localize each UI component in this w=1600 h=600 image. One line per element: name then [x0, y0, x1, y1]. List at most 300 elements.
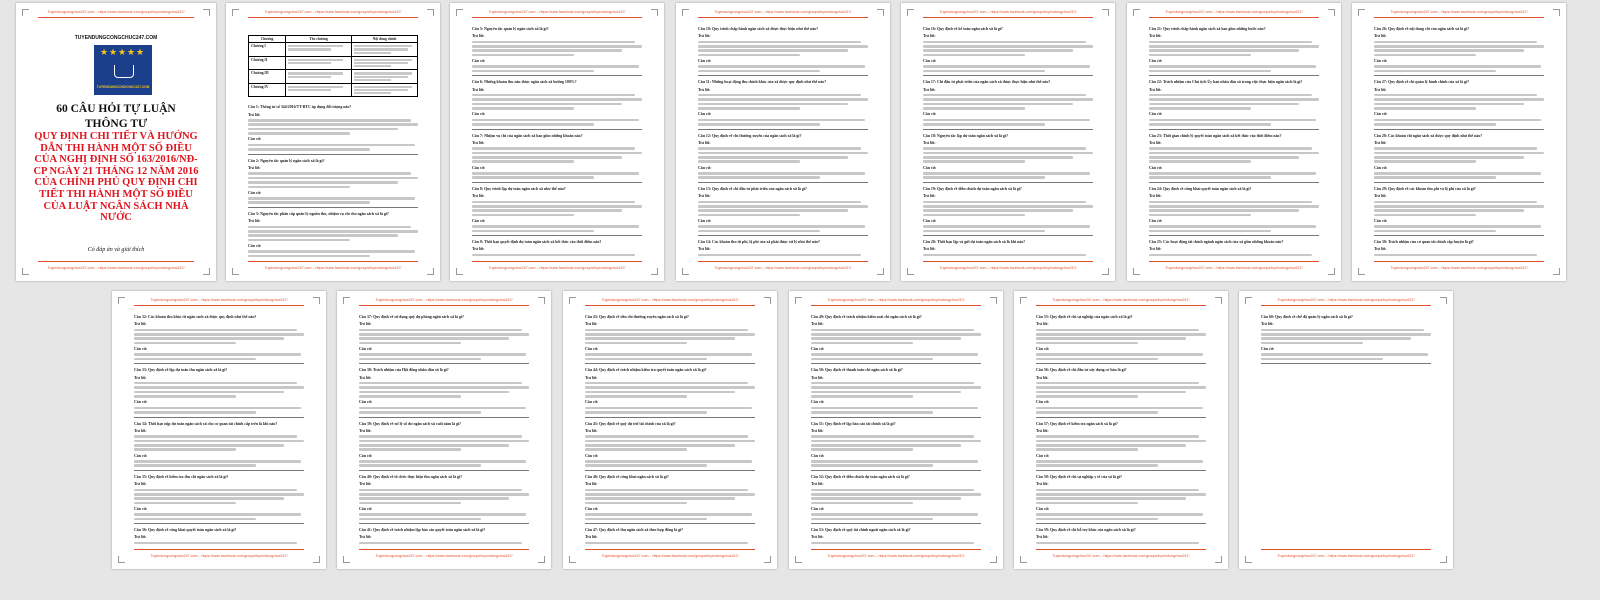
- answer-label: Trả lời:: [1149, 140, 1162, 145]
- text-line: [1374, 225, 1541, 228]
- text-line: [1261, 337, 1411, 340]
- text-line: [359, 435, 522, 438]
- answer-label: Trả lời:: [1036, 535, 1049, 540]
- basis-label: Căn cứ:: [248, 244, 262, 249]
- text-line: [248, 128, 398, 131]
- text-line: [1036, 382, 1199, 385]
- text-line: [1149, 94, 1312, 97]
- question-title: Câu 36: Quy định về công khai quyết toán ngân sách xã là gì?: [134, 528, 237, 533]
- text-line: [923, 201, 1086, 204]
- text-line: [1149, 49, 1299, 52]
- text-line: [1149, 209, 1299, 212]
- text-line: [1374, 45, 1544, 48]
- answer-block: [359, 322, 529, 344]
- text-line: [1149, 65, 1316, 68]
- table-cell-content: [352, 56, 418, 70]
- header-rule: [134, 305, 304, 306]
- text-line: [248, 230, 418, 233]
- page-header[interactable]: Tuyendungcongchuc247.com – https://www.facebook.com/groups/tuyendungchuc247/: [714, 10, 852, 14]
- table-row: [249, 70, 418, 84]
- answer-label: Trả lời:: [585, 535, 598, 540]
- basis-label: Căn cứ:: [811, 400, 825, 405]
- answer-label: Trả lời:: [698, 87, 711, 92]
- page-footer[interactable]: Tuyendungcongchuc247.com – https://www.facebook.com/groups/tuyendungchuc247/: [939, 266, 1077, 270]
- header-rule: [811, 305, 981, 306]
- page-header[interactable]: Tuyendungcongchuc247.com – https://www.facebook.com/groups/tuyendungchuc247/: [1277, 298, 1415, 302]
- basis-block: [698, 112, 868, 125]
- header-rule: [248, 17, 418, 18]
- basis-label: Căn cứ:: [585, 346, 599, 351]
- answer-block: [1149, 141, 1319, 163]
- answer-block: [1374, 141, 1544, 163]
- text-line: [472, 49, 622, 52]
- question-title: Câu 11: Những hoạt động thu chính khác của xã được quy định như thế nào?: [698, 80, 827, 85]
- text-line: [288, 86, 343, 88]
- divider: [472, 129, 642, 130]
- answer-label: Trả lời:: [585, 375, 598, 380]
- text-line: [698, 225, 865, 228]
- text-line: [923, 123, 1045, 126]
- text-line: [1149, 254, 1312, 257]
- answer-block: [698, 88, 868, 110]
- text-line: [811, 337, 961, 340]
- text-line: [134, 386, 304, 389]
- basis-block: [811, 347, 981, 360]
- page-footer[interactable]: Tuyendungcongchuc247.com – https://www.facebook.com/groups/tuyendungchuc247/: [1390, 266, 1528, 270]
- answer-block: [1374, 34, 1544, 56]
- answer-block: [472, 88, 642, 110]
- text-line: [359, 407, 526, 410]
- document-page-7[interactable]: [1352, 3, 1566, 281]
- text-line: [1261, 358, 1383, 361]
- answer-block: [472, 34, 642, 56]
- text-line: [1149, 107, 1251, 110]
- text-line: [472, 41, 635, 44]
- text-line: [811, 502, 913, 505]
- text-line: [811, 518, 933, 521]
- basis-block: [923, 166, 1093, 179]
- header-rule: [585, 305, 755, 306]
- basis-label: Căn cứ:: [1374, 58, 1388, 63]
- text-line: [698, 41, 861, 44]
- text-line: [811, 342, 913, 345]
- text-line: [698, 172, 865, 175]
- question-title: Câu 17: Chi đầu tư phát triển của ngân sách xã được thực hiện như thế nào?: [923, 80, 1051, 85]
- page-body: [472, 25, 642, 257]
- table-header-cell: Tên chương: [286, 36, 352, 43]
- document-page-2[interactable]: [226, 3, 440, 281]
- text-line: [248, 144, 415, 147]
- basis-label: Căn cứ:: [811, 506, 825, 511]
- page-footer[interactable]: Tuyendungcongchuc247.com – https://www.facebook.com/groups/tuyendungchuc247/: [827, 554, 965, 558]
- text-line: [1149, 160, 1251, 163]
- page-header[interactable]: Tuyendungcongchuc247.com – https://www.facebook.com/groups/tuyendungchuc247/: [264, 10, 402, 14]
- text-line: [1261, 342, 1363, 345]
- page-footer[interactable]: Tuyendungcongchuc247.com – https://www.facebook.com/groups/tuyendungchuc247/: [150, 554, 288, 558]
- divider: [923, 129, 1093, 130]
- text-line: [472, 54, 574, 57]
- divider: [248, 154, 418, 155]
- basis-block: [1149, 59, 1319, 72]
- text-line: [585, 513, 752, 516]
- answer-label: Trả lời:: [1149, 34, 1162, 39]
- question-title: Câu 8: Quy trình lập dự toán ngân sách xã như thế nào?: [472, 186, 566, 191]
- answer-block: [585, 429, 755, 451]
- page-body: [1261, 313, 1431, 545]
- text-line: [811, 444, 961, 447]
- text-line: [585, 502, 687, 505]
- document-page-9[interactable]: [337, 291, 551, 569]
- text-line: [1374, 54, 1476, 57]
- text-line: [248, 226, 411, 229]
- basis-label: Căn cứ:: [248, 190, 262, 195]
- page-footer[interactable]: Tuyendungcongchuc247.com – https://www.facebook.com/groups/tuyendungchuc247/: [1165, 266, 1303, 270]
- page-header[interactable]: Tuyendungcongchuc247.com – https://www.facebook.com/groups/tuyendungchuc247/: [488, 10, 626, 14]
- answer-label: Trả lời:: [585, 482, 598, 487]
- text-line: [923, 160, 1025, 163]
- question-title: Câu 60: Quy định về chế độ quản lý ngân sách xã là gì?: [1261, 315, 1353, 319]
- text-line: [359, 493, 529, 496]
- answer-label: Trả lời:: [359, 375, 372, 380]
- basis-label: Căn cứ:: [1374, 165, 1388, 170]
- basis-label: Căn cứ:: [811, 346, 825, 351]
- answer-block: [1149, 88, 1319, 110]
- page-footer[interactable]: Tuyendungcongchuc247.com – https://www.facebook.com/groups/tuyendungchuc247/: [47, 266, 185, 270]
- text-line: [585, 382, 748, 385]
- basis-block: [698, 219, 868, 232]
- text-line: [134, 391, 284, 394]
- table-cell-name: [286, 70, 352, 84]
- table-cell-name: [286, 83, 352, 97]
- text-line: [1149, 172, 1316, 175]
- text-line: [1036, 386, 1206, 389]
- text-line: [698, 147, 861, 150]
- header-rule: [1374, 17, 1544, 18]
- answer-label: Trả lời:: [923, 140, 936, 145]
- answer-label: Trả lời:: [585, 322, 598, 327]
- answer-label: Trả lời:: [811, 482, 824, 487]
- question-title: Câu 29: Quy định về các khoản thu phí và lệ phí của xã là gì?: [1374, 186, 1476, 191]
- text-line: [1036, 407, 1203, 410]
- answer-label: Trả lời:: [248, 165, 261, 170]
- text-line: [248, 197, 415, 200]
- text-line: [472, 230, 594, 233]
- text-line: [585, 435, 748, 438]
- answer-label: Trả lời:: [923, 87, 936, 92]
- page-header[interactable]: Tuyendungcongchuc247.com – https://www.facebook.com/groups/tuyendungchuc247/: [1390, 10, 1528, 14]
- page-header[interactable]: Tuyendungcongchuc247.com – https://www.facebook.com/groups/tuyendungchuc247/: [1165, 10, 1303, 14]
- text-line: [585, 542, 748, 545]
- text-line: [585, 395, 687, 398]
- answer-block: [585, 322, 755, 344]
- footer-rule: [811, 549, 981, 550]
- answer-label: Trả lời:: [1374, 87, 1387, 92]
- answer-label: Trả lời:: [811, 375, 824, 380]
- page-body: [359, 313, 529, 545]
- text-line: [923, 225, 1090, 228]
- text-line: [1149, 123, 1271, 126]
- page-footer[interactable]: Tuyendungcongchuc247.com – https://www.facebook.com/groups/tuyendungchuc247/: [1052, 554, 1190, 558]
- divider: [1261, 363, 1431, 364]
- basis-block: [1036, 400, 1206, 413]
- answer-block: [1036, 322, 1206, 344]
- document-page-4[interactable]: [676, 3, 890, 281]
- answer-block: [923, 194, 1093, 216]
- text-line: [811, 513, 978, 516]
- answer-block: [359, 376, 529, 398]
- divider: [811, 470, 981, 471]
- question-title: Câu 28: Các khoản chi ngân sách xã được quy định như thế nào?: [1374, 133, 1483, 138]
- basis-label: Căn cứ:: [585, 506, 599, 511]
- page-header[interactable]: Tuyendungcongchuc247.com – https://www.facebook.com/groups/tuyendungchuc247/: [150, 298, 288, 302]
- answer-label: Trả lời:: [698, 140, 711, 145]
- cover-title-red: QUY ĐỊNH CHI TIẾT VÀ HƯỚNG DẪN THI HÀNH MỘT SỐ ĐIỀU CỦA NGHỊ ĐỊNH SỐ 163/2016/NĐ-CP NGÀY 21 THÁNG 12 NĂM 2016 CỦA CHÍNH PHỦ QUY ĐỊNH CHI TIẾT THI HÀNH MỘT SỐ ĐIỀU CỦA LUẬT NGÂN SÁCH NHÀ NƯỚC: [33, 131, 199, 224]
- text-line: [359, 497, 509, 500]
- logo-text: TUYENDUNGCONGCHUC247.COM: [96, 85, 150, 89]
- basis-label: Căn cứ:: [134, 453, 148, 458]
- document-page-1[interactable]: [16, 3, 216, 281]
- document-page-5[interactable]: [901, 3, 1115, 281]
- basis-block: [1374, 219, 1544, 232]
- page-header[interactable]: Tuyendungcongchuc247.com – https://www.facebook.com/groups/tuyendungchuc247/: [827, 298, 965, 302]
- text-line: [134, 333, 304, 336]
- basis-label: Căn cứ:: [134, 346, 148, 351]
- basis-block: [585, 454, 755, 467]
- answer-label: Trả lời:: [472, 140, 485, 145]
- basis-block: [134, 400, 304, 413]
- text-line: [359, 542, 522, 545]
- answer-block: [811, 322, 981, 344]
- text-line: [354, 79, 391, 81]
- answer-label: Trả lời:: [698, 194, 711, 199]
- page-body: [1149, 25, 1319, 257]
- text-line: [698, 160, 800, 163]
- question-title: Câu 44: Quy định về trách nhiệm kiểm tra quyết toán ngân sách xã là gì?: [585, 368, 707, 373]
- table-row: [249, 56, 418, 70]
- text-line: [698, 98, 868, 101]
- text-line: [134, 411, 256, 414]
- basis-block: [811, 507, 981, 520]
- text-line: [472, 201, 635, 204]
- page-footer[interactable]: Tuyendungcongchuc247.com – https://www.facebook.com/groups/tuyendungchuc247/: [714, 266, 852, 270]
- answer-label: Trả lời:: [698, 247, 711, 252]
- text-line: [359, 329, 522, 332]
- document-page-11[interactable]: [789, 291, 1003, 569]
- divider: [1374, 129, 1544, 130]
- text-line: [248, 172, 411, 175]
- footer-rule: [585, 549, 755, 550]
- text-line: [134, 329, 297, 332]
- basis-label: Căn cứ:: [1036, 453, 1050, 458]
- basis-label: Căn cứ:: [134, 506, 148, 511]
- answer-label: Trả lời:: [134, 375, 147, 380]
- text-line: [354, 89, 408, 91]
- text-line: [585, 358, 707, 361]
- text-line: [248, 250, 415, 253]
- star-icon: ★: [109, 47, 118, 57]
- document-page-8[interactable]: [112, 291, 326, 569]
- text-line: [134, 444, 284, 447]
- answer-block: [1036, 535, 1206, 545]
- basis-label: Căn cứ:: [923, 112, 937, 117]
- basis-label: Căn cứ:: [1036, 400, 1050, 405]
- page-footer[interactable]: Tuyendungcongchuc247.com – https://www.facebook.com/groups/tuyendungchuc247/: [264, 266, 402, 270]
- text-line: [359, 440, 529, 443]
- text-line: [585, 493, 755, 496]
- text-line: [698, 107, 800, 110]
- text-line: [359, 464, 481, 467]
- page-header[interactable]: Tuyendungcongchuc247.com – https://www.facebook.com/groups/tuyendungchuc247/: [1052, 298, 1190, 302]
- text-line: [1149, 45, 1319, 48]
- page-header[interactable]: Tuyendungcongchuc247.com – https://www.facebook.com/groups/tuyendungchuc247/: [375, 298, 513, 302]
- text-line: [585, 448, 687, 451]
- answer-block: [134, 482, 304, 504]
- text-line: [1261, 353, 1428, 356]
- answer-block: [923, 141, 1093, 163]
- answer-label: Trả lời:: [248, 219, 261, 224]
- text-line: [698, 123, 820, 126]
- divider: [698, 129, 868, 130]
- question-title: Câu 49: Quy định về trách nhiệm kiểm soát chi ngân sách xã là gì?: [811, 315, 922, 319]
- text-line: [1374, 94, 1537, 97]
- answer-label: Trả lời:: [134, 482, 147, 487]
- basis-label: Căn cứ:: [248, 137, 262, 142]
- basis-label: Căn cứ:: [811, 453, 825, 458]
- text-line: [698, 152, 868, 155]
- text-line: [698, 205, 868, 208]
- text-line: [811, 391, 961, 394]
- basis-label: Căn cứ:: [472, 165, 486, 170]
- table-header-row: [249, 36, 418, 43]
- page-header[interactable]: Tuyendungcongchuc247.com – https://www.facebook.com/groups/tuyendungchuc247/: [47, 10, 185, 14]
- question-title: Câu 50: Quy định về thanh toán chi ngân sách xã là gì?: [811, 368, 903, 373]
- question-title: Câu 56: Quy định về chi đầu tư xây dựng cơ bản là gì?: [1036, 368, 1127, 373]
- page-footer[interactable]: Tuyendungcongchuc247.com – https://www.facebook.com/groups/tuyendungchuc247/: [1277, 554, 1415, 558]
- document-page-3[interactable]: [450, 3, 664, 281]
- divider: [1036, 417, 1206, 418]
- question-title: Câu 40: Quy định về tổ chức thực hiện thu ngân sách xã là gì?: [359, 474, 463, 479]
- table-cell-content: [352, 83, 418, 97]
- divider: [472, 75, 642, 76]
- question-title: Câu 23: Thời gian chỉnh lý quyết toán ngân sách xã kết thúc vào thời điểm nào?: [1149, 133, 1282, 138]
- cover-title: 60 CÂU HỎI TỰ LUẬN: [56, 103, 176, 115]
- text-line: [585, 464, 707, 467]
- answer-label: Trả lời:: [134, 535, 147, 540]
- text-line: [1149, 152, 1319, 155]
- answer-block: [359, 482, 529, 504]
- text-line: [1149, 119, 1316, 122]
- text-line: [134, 342, 236, 345]
- footer-rule: [923, 261, 1093, 262]
- text-line: [1374, 152, 1544, 155]
- answer-label: Trả lời:: [472, 194, 485, 199]
- text-line: [1149, 54, 1251, 57]
- question-title: Câu 12: Quy định về chi thường xuyên của ngân sách xã là gì?: [698, 133, 802, 138]
- document-page-10[interactable]: [563, 291, 777, 569]
- basis-block: [1374, 59, 1544, 72]
- page-footer[interactable]: Tuyendungcongchuc247.com – https://www.facebook.com/groups/tuyendungchuc247/: [375, 554, 513, 558]
- basis-block: [359, 347, 529, 360]
- basis-block: [811, 400, 981, 413]
- page-body: [811, 313, 981, 545]
- answer-block: [698, 194, 868, 216]
- text-line: [1036, 435, 1199, 438]
- table-header-cell: Chương: [249, 36, 286, 43]
- page-header[interactable]: Tuyendungcongchuc247.com – https://www.facebook.com/groups/tuyendungchuc247/: [939, 10, 1077, 14]
- page-header[interactable]: Tuyendungcongchuc247.com – https://www.facebook.com/groups/tuyendungchuc247/: [601, 298, 739, 302]
- text-line: [1374, 201, 1537, 204]
- basis-block: [472, 59, 642, 72]
- text-line: [1036, 460, 1203, 463]
- book-icon: [114, 65, 134, 78]
- text-line: [698, 103, 848, 106]
- answer-label: Trả lời:: [472, 87, 485, 92]
- text-line: [923, 172, 1090, 175]
- text-line: [359, 337, 509, 340]
- text-line: [698, 45, 868, 48]
- text-line: [359, 358, 481, 361]
- basis-block: [698, 59, 868, 72]
- basis-label: Căn cứ:: [359, 453, 373, 458]
- text-line: [1374, 205, 1544, 208]
- answer-block: [248, 166, 418, 188]
- text-line: [1374, 214, 1476, 217]
- footer-rule: [1374, 261, 1544, 262]
- text-line: [1036, 342, 1138, 345]
- page-body: [585, 313, 755, 545]
- text-line: [1149, 201, 1312, 204]
- question-title: Câu 26: Quy định về nội dung chi của ngân sách xã là gì?: [1374, 27, 1470, 31]
- text-line: [698, 65, 865, 68]
- page-body: [698, 25, 868, 257]
- text-line: [134, 542, 297, 545]
- text-line: [359, 382, 522, 385]
- header-rule: [38, 17, 194, 18]
- basis-label: Căn cứ:: [1374, 218, 1388, 223]
- page-footer[interactable]: Tuyendungcongchuc247.com – https://www.facebook.com/groups/tuyendungchuc247/: [488, 266, 626, 270]
- chapter-table: [248, 35, 418, 97]
- text-line: [354, 86, 412, 88]
- table-cell-content: [352, 70, 418, 84]
- text-line: [585, 497, 735, 500]
- answer-label: Trả lời:: [359, 322, 372, 327]
- text-line: [1374, 172, 1541, 175]
- text-line: [359, 502, 461, 505]
- answer-label: Trả lời:: [1374, 194, 1387, 199]
- page-body: [923, 25, 1093, 257]
- text-line: [585, 353, 752, 356]
- question-title: Câu 16: Quy định về kế toán ngân sách xã là gì?: [923, 27, 1003, 31]
- answer-label: Trả lời:: [248, 112, 261, 117]
- page-footer[interactable]: Tuyendungcongchuc247.com – https://www.facebook.com/groups/tuyendungchuc247/: [601, 554, 739, 558]
- question-title: Câu 27: Quy định về chi quản lý hành chính của xã là gì?: [1374, 80, 1470, 85]
- document-page-6[interactable]: [1127, 3, 1341, 281]
- header-rule: [359, 305, 529, 306]
- text-line: [1149, 156, 1299, 159]
- text-line: [811, 435, 974, 438]
- text-line: [1036, 440, 1206, 443]
- text-line: [1374, 160, 1476, 163]
- document-page-12[interactable]: [1014, 291, 1228, 569]
- basis-label: Căn cứ:: [1261, 346, 1275, 351]
- basis-label: Căn cứ:: [1036, 346, 1050, 351]
- text-line: [811, 464, 933, 467]
- divider: [1149, 75, 1319, 76]
- text-line: [248, 201, 370, 204]
- document-page-13[interactable]: [1239, 291, 1453, 569]
- answer-block: [1149, 194, 1319, 216]
- answer-label: Trả lời:: [1374, 247, 1387, 252]
